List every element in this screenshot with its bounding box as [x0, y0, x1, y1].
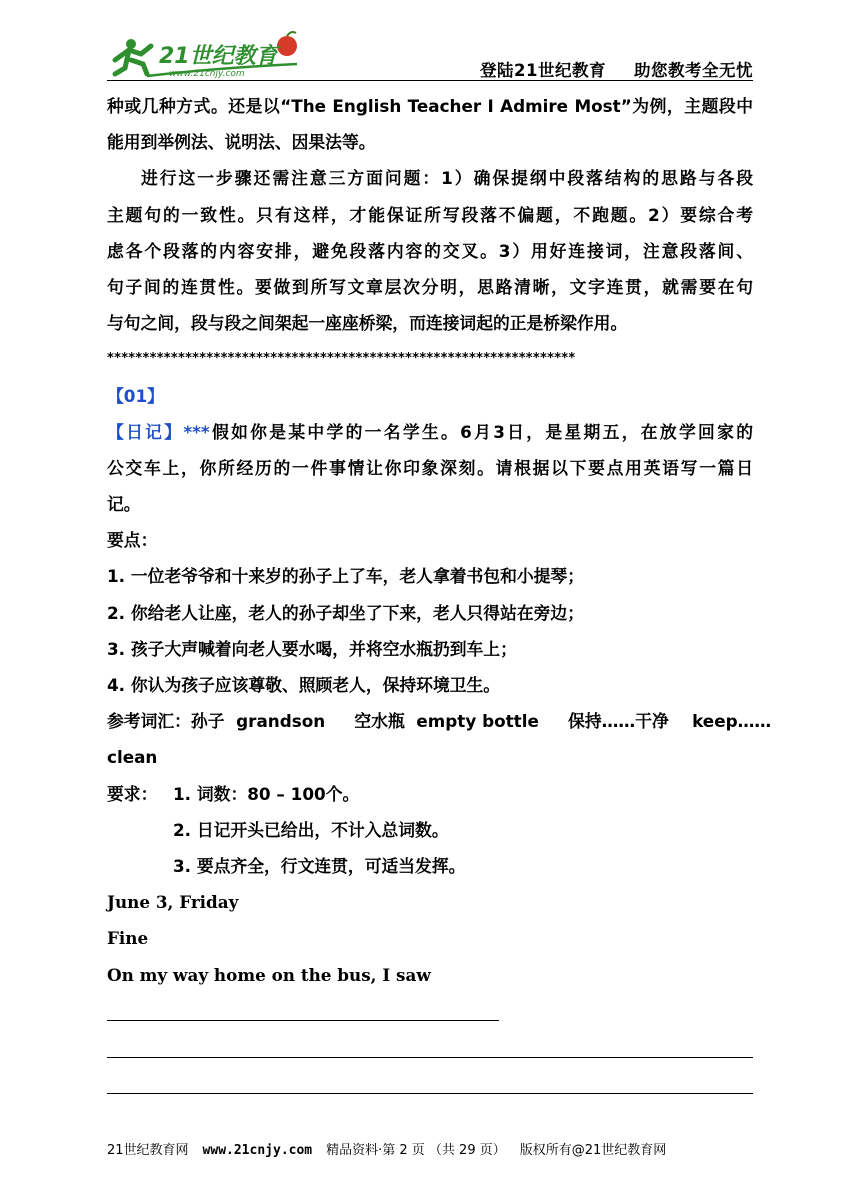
site-logo[interactable] [107, 30, 307, 80]
point-item: 2. 你给老人让座，老人的孙子却坐了下来，老人只得站在旁边； [107, 602, 584, 623]
exercise-prompt-line-3: 记。 [107, 494, 141, 515]
header-tagline [480, 57, 753, 81]
paragraph-2-line-1: 进行这一步骤还需注意三方面问题：1）确保提纲中段落结构的思路与各段 [141, 168, 753, 189]
vocab-line-1: 参考词汇：孙子 grandson 空水瓶 empty bottle 保持……干净 keep…… [107, 711, 772, 732]
requirement-item: 2. 日记开头已给出，不计入总词数。 [173, 819, 449, 840]
exercise-prompt-line-1 [107, 414, 753, 450]
paragraph-2-line-2: 主题句的一致性。只有这样，才能保证所写段落不偏题，不跑题。2）要综合考 [107, 204, 753, 225]
answer-line[interactable] [107, 1066, 753, 1103]
paragraph-1-line-2: 能用到举例法、说明法、因果法等。 [107, 132, 376, 153]
answer-underline [107, 1057, 753, 1058]
requirement-item: 3. 要点齐全，行文连贯，可适当发挥。 [173, 855, 466, 876]
point-item: 3. 孩子大声喊着向老人要水喝，并将空水瓶扔到车上； [107, 638, 517, 659]
footer-site-url[interactable]: www.21cnjy.com [202, 1143, 313, 1158]
page-footer [107, 1139, 753, 1158]
vocab-line-2: clean [107, 747, 158, 768]
diary-opening: On my way home on the bus, I saw [107, 964, 431, 985]
point-item: 1. 一位老爷爷和十来岁的孙子上了车，老人拿着书包和小提琴； [107, 566, 584, 587]
requirement-row-1 [107, 776, 753, 812]
diary-date: June 3, Friday [107, 892, 239, 913]
point-item: 4. 你认为孩子应该尊敬、照顾老人，保持环境卫生。 [107, 675, 501, 695]
requirement-item: 1. 词数：80 – 100个。 [173, 783, 360, 804]
exercise-number: 【01】 [107, 385, 164, 406]
logo-graphic [107, 30, 307, 80]
requirements-label: 要求： [107, 783, 158, 804]
page-header [107, 30, 753, 82]
prompt-text-1: 假如你是某中学的一名学生。6月3日，是星期五，在放学回家的 [209, 421, 753, 442]
footer-copyright: 版权所有@21世纪教育网 [519, 1143, 667, 1158]
exercise-prompt-line-2: 公交车上，你所经历的一件事情让你印象深刻。请根据以下要点用英语写一篇日 [107, 457, 753, 478]
logo-text: 21世纪教育 [159, 44, 278, 69]
answer-underline [107, 1020, 499, 1021]
answer-line[interactable] [107, 1029, 753, 1066]
diary-weather: Fine [107, 928, 149, 949]
answer-line[interactable] [107, 993, 753, 1030]
document-body [107, 88, 772, 1102]
paragraph-1-line-1: 种或几种方式。还是以“The English Teacher I Admire Most”为例，主题段中 [107, 96, 753, 116]
paragraph-2-line-4: 句子间的连贯性。要做到所写文章层次分明，思路清晰，文字连贯，就需要在句 [107, 276, 753, 297]
separator-stars: ****************************************************************** [107, 351, 576, 367]
paragraph-2-line-5: 与句之间，段与段之间架起一座座桥梁，而连接词起的正是桥梁作用。 [107, 313, 628, 334]
logo-url: www.21cnjy.com [169, 69, 245, 79]
paragraph-2-line-3: 虑各个段落的内容安排，避免段落内容的交叉。3）用好连接词，注意段落间、 [107, 240, 753, 261]
exercise-type-label: 【日记】 [107, 421, 184, 442]
tagline-right: 助您教考全无忧 [634, 61, 753, 80]
footer-page-info: 精品资料·第 2 页 （共 29 页） [326, 1143, 506, 1158]
difficulty-stars: *** [183, 421, 210, 442]
tagline-left[interactable]: 登陆21世纪教育 [480, 61, 606, 80]
answer-underline [107, 1093, 753, 1094]
header-divider [107, 80, 753, 81]
footer-site-name: 21世纪教育网 [107, 1143, 189, 1158]
points-heading: 要点： [107, 530, 158, 551]
